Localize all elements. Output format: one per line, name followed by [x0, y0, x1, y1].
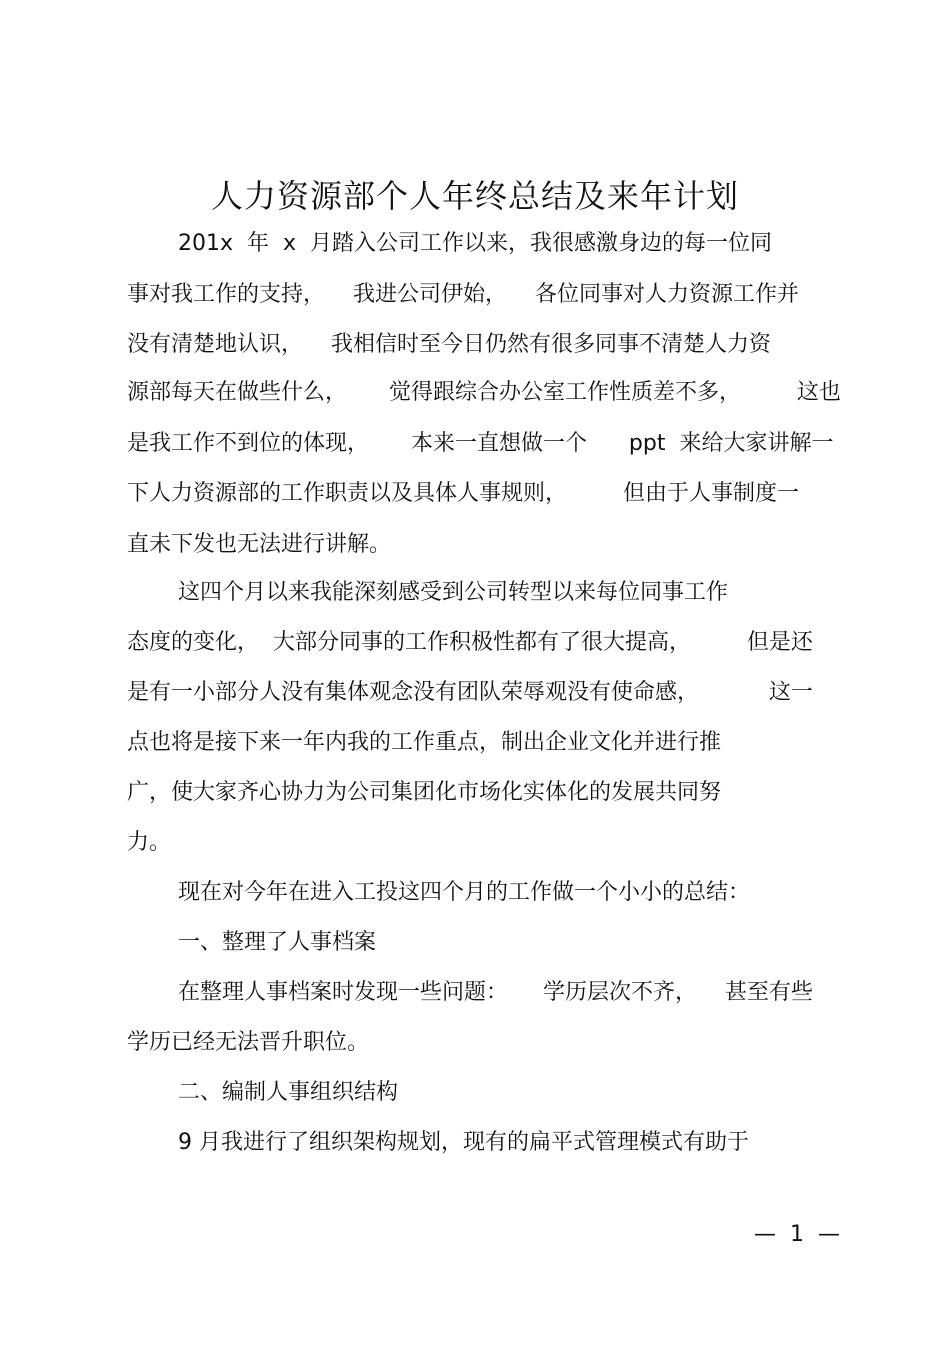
paragraph-1-line-5: 是我工作不到位的体现， 本来一直想做一个 ppt 来给大家讲解一 [127, 431, 834, 456]
paragraph-1-line-3: 没有清楚地认识， 我相信时至今日仍然有很多同事不清楚人力资 [127, 332, 771, 357]
paragraph-2-line-4: 点也将是接下来一年内我的工作重点，制出企业文化并进行推 [127, 730, 722, 755]
document-title: 人力资源部个人年终总结及来年计划 [210, 177, 739, 215]
paragraph-2-line-5: 广，使大家齐心协力为公司集团化市场化实体化的发展共同努 [127, 780, 722, 805]
paragraph-1-line-6: 下人力资源部的工作职责以及具体人事规则， 但由于人事制度一 [127, 481, 799, 506]
paragraph-2-line-6: 力。 [127, 830, 172, 855]
paragraph-2-line-2: 态度的变化， 大部分同事的工作积极性都有了很大提高， 但是还 [127, 630, 813, 655]
paragraph-5-line-1: 9 月我进行了组织架构规划，现有的扁平式管理模式有助于 [178, 1130, 749, 1155]
paragraph-2-line-3: 是有一小部分人没有集体观念没有团队荣辱观没有使命感， 这一 [127, 680, 813, 705]
page-number: — 1 — [754, 1222, 840, 1247]
paragraph-4-line-1: 在整理人事档案时发现一些问题： 学历层次不齐， 甚至有些 [178, 980, 813, 1005]
paragraph-1-line-4: 源部每天在做些什么， 觉得跟综合办公室工作性质差不多， 这也 [127, 380, 841, 405]
section-heading-2: 二、编制人事组织结构 [178, 1080, 399, 1105]
paragraph-1-line-7: 直未下发也无法进行讲解。 [127, 532, 392, 557]
paragraph-2-line-1: 这四个月以来我能深刻感受到公司转型以来每位同事工作 [178, 580, 729, 605]
paragraph-3-line-1: 现在对今年在进入工投这四个月的工作做一个小小的总结： [178, 880, 751, 905]
paragraph-1-line-2: 事对我工作的支持， 我进公司伊始， 各位同事对人力资源工作并 [127, 282, 799, 307]
paragraph-4-line-2: 学历已经无法晋升职位。 [127, 1030, 370, 1055]
section-heading-1: 一、整理了人事档案 [178, 930, 377, 955]
paragraph-1-line-1: 201x 年 x 月踏入公司工作以来，我很感激身边的每一位同 [178, 231, 772, 256]
